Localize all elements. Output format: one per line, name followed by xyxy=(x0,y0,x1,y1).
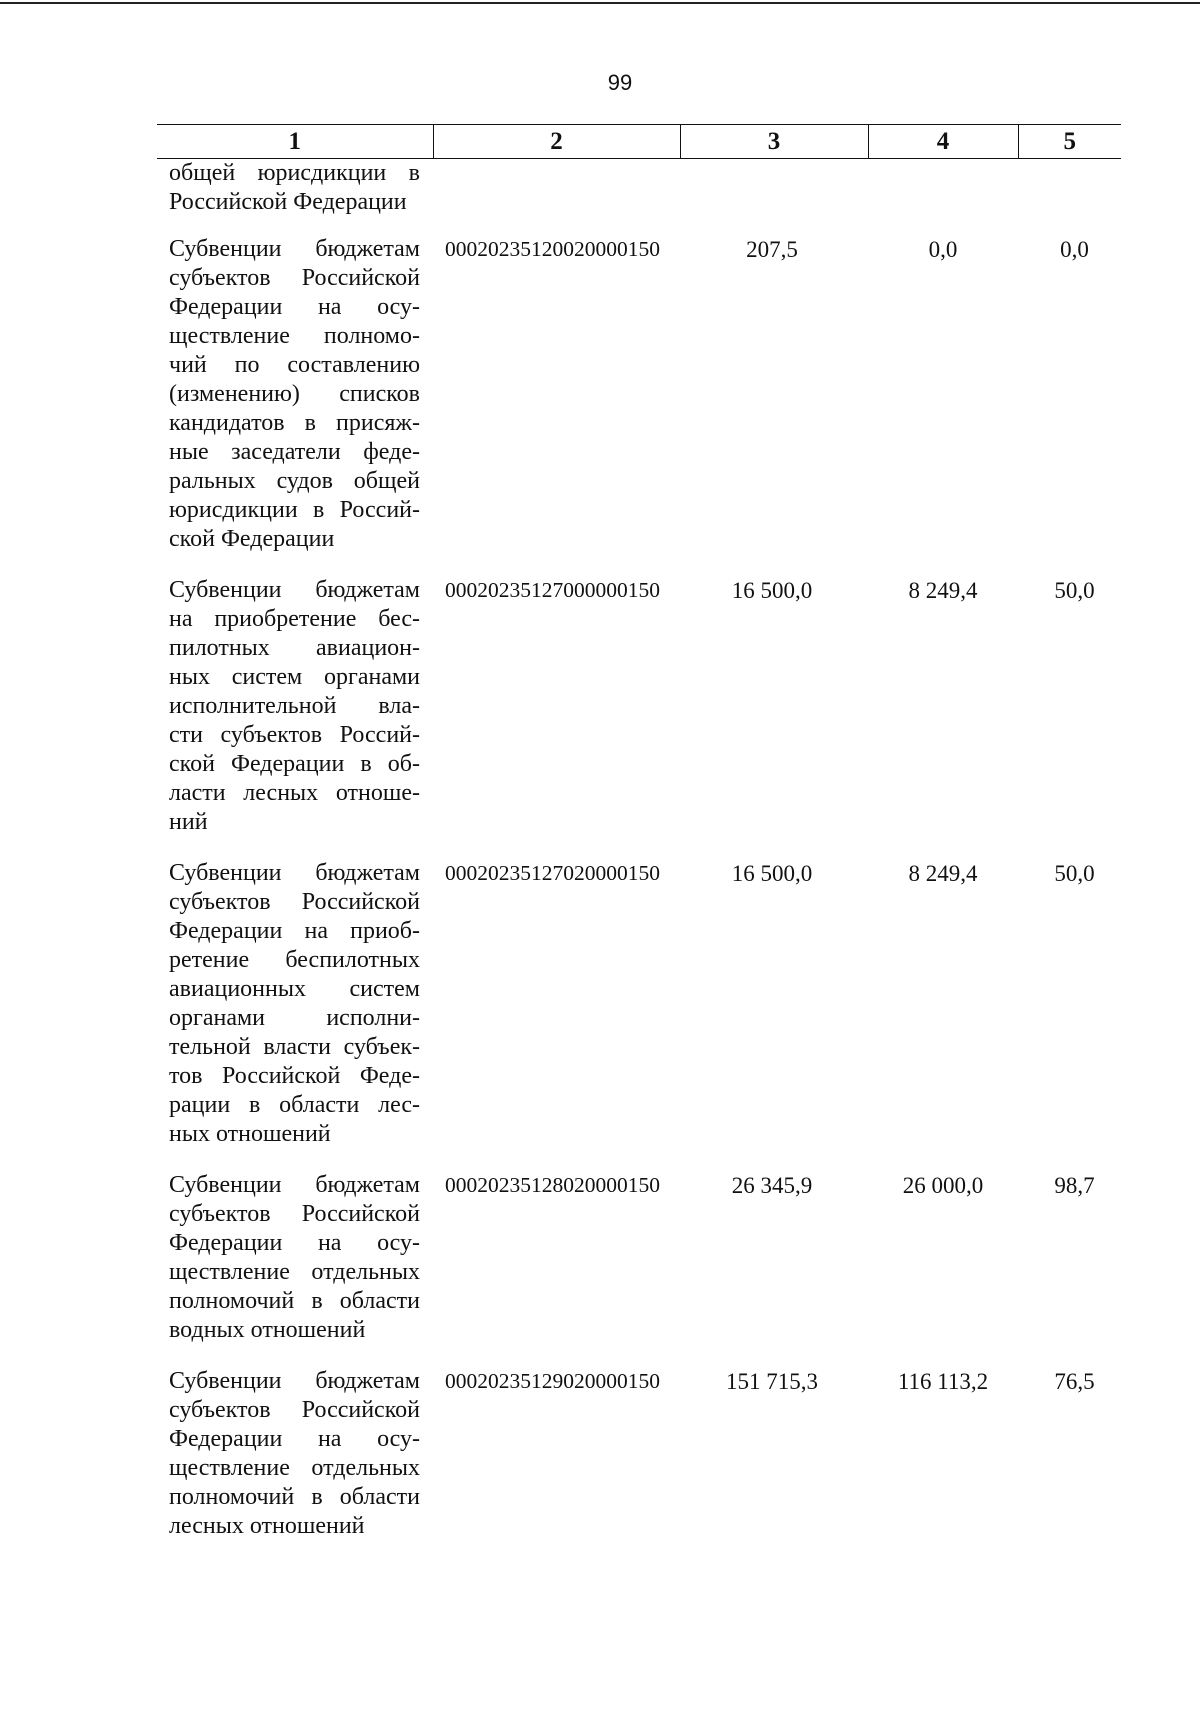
description-line: Субвенции бюджетам xyxy=(169,860,420,886)
table-row xyxy=(157,1171,1121,1367)
description-line: полномочий в области xyxy=(169,1484,420,1510)
description-line: общей юрисдикции в xyxy=(169,160,420,186)
description-line: Субвенции бюджетам xyxy=(169,236,420,262)
col5-value-cell: 98,7 xyxy=(1054,1173,1095,1198)
table-row xyxy=(157,159,1121,236)
budget-code-cell: 00020235129020000150 xyxy=(445,1369,660,1393)
col5-value-cell: 50,0 xyxy=(1054,578,1095,603)
col5-value-cell: 0,0 xyxy=(1060,237,1089,262)
description-line: сти субъектов Россий- xyxy=(169,722,420,748)
description-line: ской Федерации в об- xyxy=(169,751,420,777)
header-col-4: 4 xyxy=(868,125,1018,159)
budget-code-cell xyxy=(433,159,680,236)
description-line: пилотных авиацион- xyxy=(169,635,420,661)
row-description xyxy=(157,1367,433,1563)
header-col-2: 2 xyxy=(433,125,680,159)
col3-value-cell xyxy=(680,159,868,236)
header-col-1: 1 xyxy=(157,125,433,159)
col3-value-cell: 26 345,9 xyxy=(731,1173,813,1198)
budget-code-cell: 00020235128020000150 xyxy=(445,1173,660,1197)
scan-top-edge xyxy=(0,2,1200,4)
description-line: Федерации на осу- xyxy=(169,1230,420,1256)
description-line: субъектов Российской xyxy=(169,265,420,291)
header-col-3: 3 xyxy=(680,125,868,159)
row-description xyxy=(157,1171,433,1367)
table-row xyxy=(157,235,1121,576)
row-description xyxy=(157,235,433,576)
description-line: кандидатов в присяж- xyxy=(169,410,420,436)
description-line: тов Российской Феде- xyxy=(169,1063,420,1089)
description-line: авиационных систем xyxy=(169,976,420,1002)
description-line: рации в области лес- xyxy=(169,1092,420,1118)
col3-value-cell: 16 500,0 xyxy=(731,578,813,603)
table-row xyxy=(157,1367,1121,1563)
description-line: лесных отношений xyxy=(169,1513,365,1539)
col4-value-cell: 8 249,4 xyxy=(908,861,978,886)
description-line: ществление отдельных xyxy=(169,1455,420,1481)
description-line: Субвенции бюджетам xyxy=(169,1172,420,1198)
description-line: субъектов Российской xyxy=(169,1201,420,1227)
table-row xyxy=(157,859,1121,1171)
description-line: (изменению) списков xyxy=(169,381,420,407)
col5-value-cell: 76,5 xyxy=(1054,1369,1095,1394)
description-line: Федерации на осу- xyxy=(169,1426,420,1452)
description-line: ных систем органами xyxy=(169,664,420,690)
page-number: 99 xyxy=(607,70,633,95)
header-col-5: 5 xyxy=(1018,125,1121,159)
description-line: субъектов Российской xyxy=(169,889,420,915)
description-line: ской Федерации xyxy=(169,526,335,552)
budget-table xyxy=(157,124,1121,1563)
col4-value-cell: 8 249,4 xyxy=(908,578,978,603)
col3-value-cell: 16 500,0 xyxy=(731,861,813,886)
budget-code-cell: 00020235120020000150 xyxy=(445,237,660,261)
description-line: на приобретение бес- xyxy=(169,606,420,632)
description-line: ных отношений xyxy=(169,1121,331,1147)
description-line: Субвенции бюджетам xyxy=(169,1368,420,1394)
col3-value-cell: 151 715,3 xyxy=(726,1369,818,1394)
description-line: ральных судов общей xyxy=(169,468,420,494)
description-line: ласти лесных отноше- xyxy=(169,780,420,806)
description-line: ний xyxy=(169,809,208,835)
table-header-row xyxy=(157,125,1121,159)
description-line: органами исполни- xyxy=(169,1005,420,1031)
description-line: Субвенции бюджетам xyxy=(169,577,420,603)
description-line: ные заседатели феде- xyxy=(169,439,420,465)
budget-code-cell: 00020235127000000150 xyxy=(445,578,660,602)
description-line: Федерации на приоб- xyxy=(169,918,420,944)
row-description xyxy=(157,576,433,859)
row-description xyxy=(157,859,433,1171)
description-line: ретение беспилотных xyxy=(169,947,420,973)
col3-value-cell: 207,5 xyxy=(746,237,798,262)
description-line: Российской Федерации xyxy=(169,189,407,215)
col4-value-cell: 26 000,0 xyxy=(902,1173,984,1198)
col4-value-cell xyxy=(868,159,1018,236)
description-line: полномочий в области xyxy=(169,1288,420,1314)
col5-value-cell xyxy=(1018,159,1121,236)
description-line: чий по составлению xyxy=(169,352,420,378)
description-line: Федерации на осу- xyxy=(169,294,420,320)
row-description xyxy=(157,159,433,236)
description-line: ществление полномо- xyxy=(169,323,420,349)
description-line: ществление отдельных xyxy=(169,1259,420,1285)
description-line: водных отношений xyxy=(169,1317,366,1343)
col4-value-cell: 0,0 xyxy=(928,237,958,262)
col5-value-cell: 50,0 xyxy=(1054,861,1095,886)
description-line: субъектов Российской xyxy=(169,1397,420,1423)
description-line: исполнительной вла- xyxy=(169,693,420,719)
description-line: юрисдикции в Россий- xyxy=(169,497,420,523)
description-line: тельной власти субъек- xyxy=(169,1034,420,1060)
col4-value-cell: 116 113,2 xyxy=(897,1369,989,1394)
table-body xyxy=(157,159,1121,1564)
table-row xyxy=(157,576,1121,859)
budget-code-cell: 00020235127020000150 xyxy=(445,861,660,885)
